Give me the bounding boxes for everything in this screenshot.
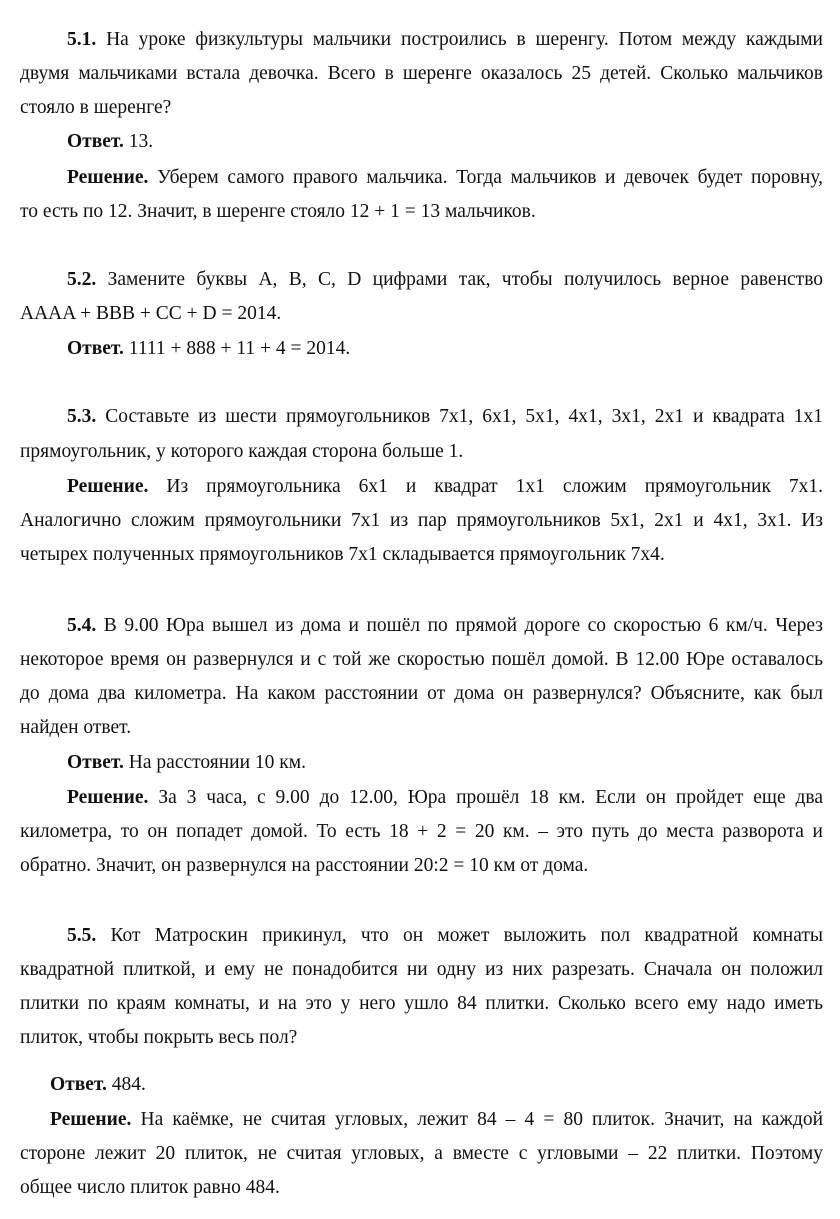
solution-line: общее число плиток равно 484. — [20, 1177, 280, 1198]
problem-number: 5.5. — [67, 925, 97, 946]
problem-statement-line — [67, 924, 823, 948]
solution-line — [50, 1108, 823, 1132]
problem-text: Составьте из шести прямоугольников 7x1, 6x1, 5x1, 4x1, 3x1, 2x1 и квадрата 1x1 — [105, 406, 824, 427]
answer-line — [67, 130, 823, 154]
problem-statement-line: стояло в шеренге? — [20, 97, 172, 118]
solution-label: Решение. — [50, 1109, 132, 1130]
solution-label: Решение. — [67, 787, 149, 808]
answer-line — [67, 751, 823, 775]
problem-statement-line: плитки по краям комнаты, и на это у него ушло 84 плитки. Сколько всего ему надо иметь — [20, 993, 823, 1014]
problem-statement-line: квадратной плиткой, и ему не понадобится ни одну из них разрезать. Сначала он положил — [20, 959, 823, 980]
problem-text: В 9.00 Юра вышел из дома и пошёл по прямой дороге со скоростью 6 км/ч. Через — [103, 615, 823, 636]
problem-text: Кот Матроскин прикинул, что он может выложить пол квадратной комнаты — [110, 925, 824, 946]
solution-line: стороне лежит 20 плиток, не считая угловых, а вместе с угловыми – 22 плитки. Поэтому — [20, 1143, 823, 1164]
problem-statement-line — [67, 268, 823, 292]
problem-statement-line: двумя мальчиками встала девочка. Всего в шеренге оказалось 25 детей. Сколько мальчиков — [20, 63, 823, 84]
solution-line: обратно. Значит, он развернулся на расстоянии 20:2 = 10 км от дома. — [20, 855, 589, 876]
problem-statement-line: плиток, чтобы покрыть весь пол? — [20, 1027, 298, 1048]
problem-statement-line: AAAA + BBB + CC + D = 2014. — [20, 303, 282, 324]
solution-line: километра, то он попадет домой. То есть 18 + 2 = 20 км. – это путь до места разворота и — [20, 821, 823, 842]
answer-label: Ответ. — [67, 338, 124, 359]
answer-label: Ответ. — [67, 131, 124, 152]
solution-text: Из прямоугольника 6x1 и квадрат 1x1 сложим прямоугольник 7x1. — [166, 476, 823, 497]
problem-number: 5.3. — [67, 406, 97, 427]
answer-text: 484. — [111, 1074, 146, 1095]
solution-line: четырех полученных прямоугольников 7x1 складывается прямоугольник 7x4. — [20, 544, 665, 565]
answer-label: Ответ. — [50, 1074, 107, 1095]
problem-statement-line — [67, 405, 823, 429]
answer-text: 1111 + 888 + 11 + 4 = 2014. — [128, 338, 351, 359]
solution-text: Уберем самого правого мальчика. Тогда мальчиков и девочек будет поровну, — [157, 167, 823, 188]
problem-number: 5.2. — [67, 269, 97, 290]
problem-statement-line: прямоугольник, у которого каждая сторона больше 1. — [20, 441, 464, 462]
answer-line — [50, 1073, 823, 1097]
solution-label: Решение. — [67, 167, 149, 188]
problem-statement-line: до дома два километра. На каком расстоянии от дома он развернулся? Объясните, как был — [20, 683, 823, 704]
solution-line — [67, 786, 823, 810]
problem-number: 5.4. — [67, 615, 97, 636]
solution-line — [67, 475, 823, 499]
problem-number: 5.1. — [67, 29, 97, 50]
problem-text: Замените буквы A, B, C, D цифрами так, чтобы получилось верное равенство — [107, 269, 824, 290]
solution-line: то есть по 12. Значит, в шеренге стояло 12 + 1 = 13 мальчиков. — [20, 201, 536, 222]
answer-text: 13. — [128, 131, 154, 152]
problem-statement-line: найден ответ. — [20, 717, 132, 738]
problem-statement-line — [67, 28, 823, 52]
solution-label: Решение. — [67, 476, 149, 497]
problem-statement-line — [67, 614, 823, 638]
answer-text: На расстоянии 10 км. — [128, 752, 306, 773]
answer-label: Ответ. — [67, 752, 124, 773]
solution-text: На каёмке, не считая угловых, лежит 84 – 4 = 80 плиток. Значит, на каждой — [140, 1109, 824, 1130]
solution-line — [67, 166, 823, 190]
problem-statement-line: некоторое время он развернулся и с той же скоростью пошёл домой. В 12.00 Юре оставалось — [20, 649, 823, 670]
problem-text: На уроке физкультуры мальчики построились в шеренгу. Потом между каждыми — [106, 29, 823, 50]
answer-line — [67, 337, 823, 361]
solution-line: Аналогично сложим прямоугольники 7x1 из пар прямоугольников 5x1, 2x1 и 4x1, 3x1. Из — [20, 510, 823, 531]
solution-text: За 3 часа, с 9.00 до 12.00, Юра прошёл 18 км. Если он пройдет еще два — [158, 787, 824, 808]
